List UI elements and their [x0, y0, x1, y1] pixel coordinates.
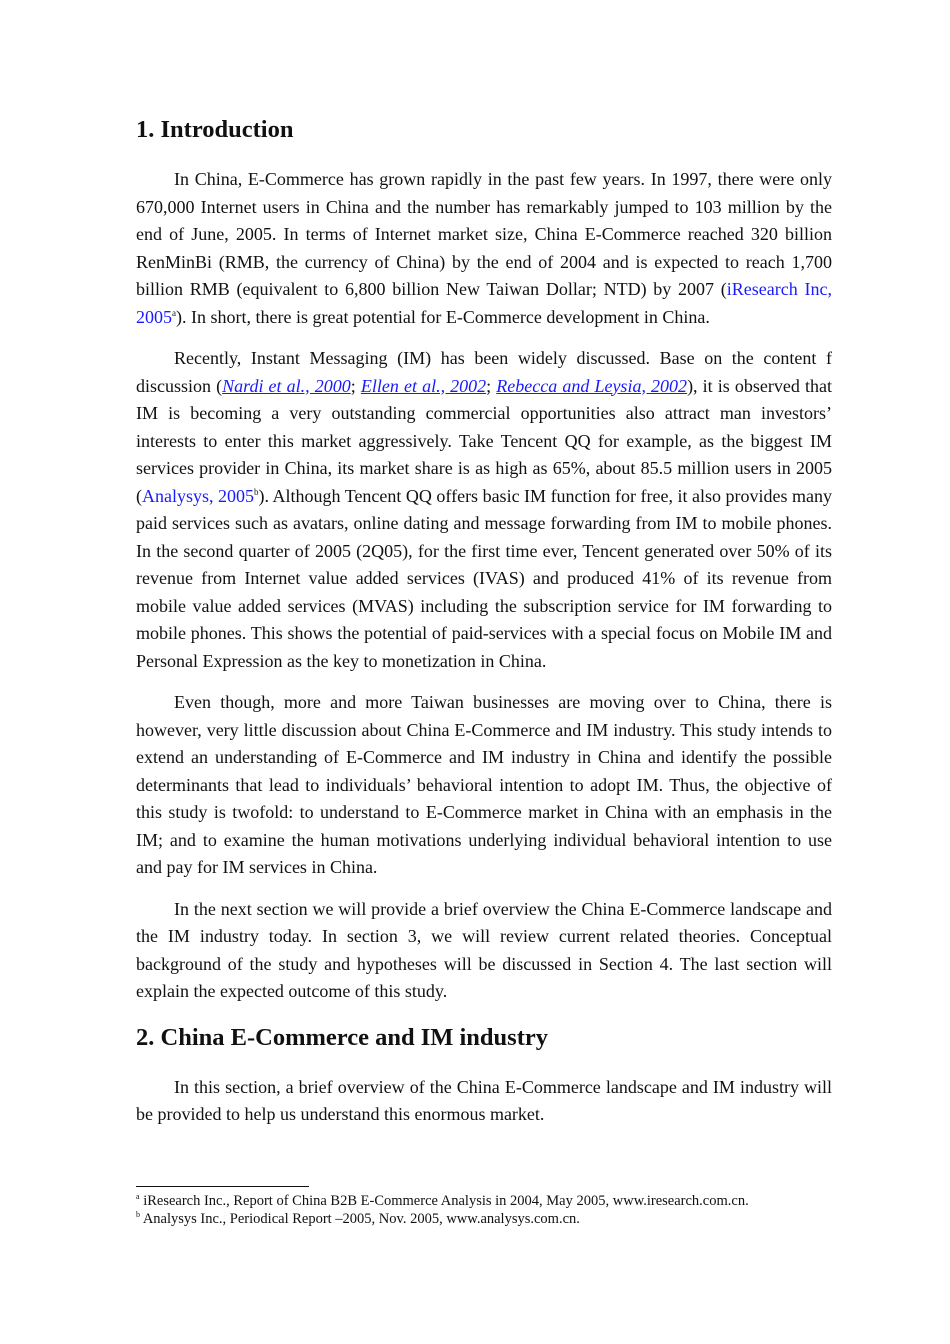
text: ). In short, there is great potential for E-Commerce development in China. [176, 306, 710, 327]
footnote-text: Analysys Inc., Periodical Report –2005, Nov. 2005, www.analysys.com.cn. [140, 1211, 580, 1227]
text: In China, E-Commerce has grown rapidly in the past few years. In 1997, there were only 670,000 Internet users in China and the number has remarkably jumped to 103 million by the end of June, 2005. In terms of Internet market size, China E-Commerce reached 320 billion RenMinBi (RMB, the currency of China) by the end of 2004 and is expected to reach 1,700 billion RMB (equivalent to 6,800 billion New Taiwan Dollar; NTD) by 2007 ( [136, 169, 832, 299]
footnote-mark: a [136, 1192, 140, 1202]
citation-link[interactable]: Ellen et al., 2002 [360, 375, 487, 396]
citation-link[interactable]: Rebecca and Leysia, 2002 [496, 375, 688, 396]
citation-link[interactable]: iResearch Inc, 2005 [136, 279, 832, 327]
section-heading-china-ecommerce: 2. China E-Commerce and IM industry [136, 1023, 548, 1051]
footnote-mark: b [254, 486, 259, 497]
citation-link[interactable]: Nardi et al., 2000 [222, 375, 351, 396]
paragraph: In this section, a brief overview of the China E-Commerce landscape and IM industry will be provided to help us understand this enormous market. [136, 1076, 832, 1124]
paragraph [136, 166, 832, 331]
footnote [136, 1210, 580, 1228]
text: ; [486, 375, 497, 396]
footnote-mark: a [172, 307, 176, 318]
footnote-divider [136, 1186, 309, 1187]
footnote [136, 1192, 749, 1210]
document-body [136, 112, 832, 1143]
text: ; [350, 375, 361, 396]
paragraph: Even though, more and more Taiwan businesses are moving over to China, there is however, very little discussion about China E-Commerce and IM industry. This study intends to extend an understanding of E-Commerce and IM industry in China and identify the possible determinants that lead to individuals’ behavioral intention to adopt IM. Thus, the objective of this study is twofold: to understand to E-Commerce market in China with an emphasis in the IM; and to examine the human motivations underlying individual behavioral intention to use and pay for IM services in China. [136, 692, 832, 877]
citation-link[interactable]: Analysys, 2005 [142, 485, 255, 506]
section-heading-introduction: 1. Introduction [136, 116, 294, 143]
text: Recently, Instant Messaging (IM) has been widely discussed. Base on the content f discussion ( [136, 348, 832, 396]
paragraph [136, 345, 832, 675]
footnote-text: iResearch Inc., Report of China B2B E-Commerce Analysis in 2004, May 2005, www.iresearch.com.cn. [139, 1193, 749, 1209]
text: ). Although Tencent QQ offers basic IM function for free, it also provides many paid services such as avatars, online dating and message forwarding from IM to mobile phones. In the second quarter of 2005 (2Q05), for the first time ever, Tencent generated over 50% of its revenue from Internet value added services (IVAS) and produced 41% of its revenue from mobile value added services (MVAS) including the subscription service for IM forwarding to mobile phones. This shows the potential of paid-services with a special focus on Mobile IM and Personal Expression as the key to monetization in China. [136, 485, 833, 671]
text: ), it is observed that IM is becoming a very outstanding commercial opportunities also attract man investors’ interests to enter this market aggressively. Take Tencent QQ for example, as the biggest IM services provider in China, its market share is as high as 65%, about 85.5 million users in 2005 ( [136, 375, 832, 506]
paragraph: In the next section we will provide a brief overview the China E-Commerce landscape and the IM industry today. In section 3, we will review current related theories. Conceptual background of the study and hypotheses will be discussed in Section 4. The last section will explain the expected outcome of this study. [136, 898, 832, 1001]
footnote-mark: b [136, 1210, 140, 1220]
